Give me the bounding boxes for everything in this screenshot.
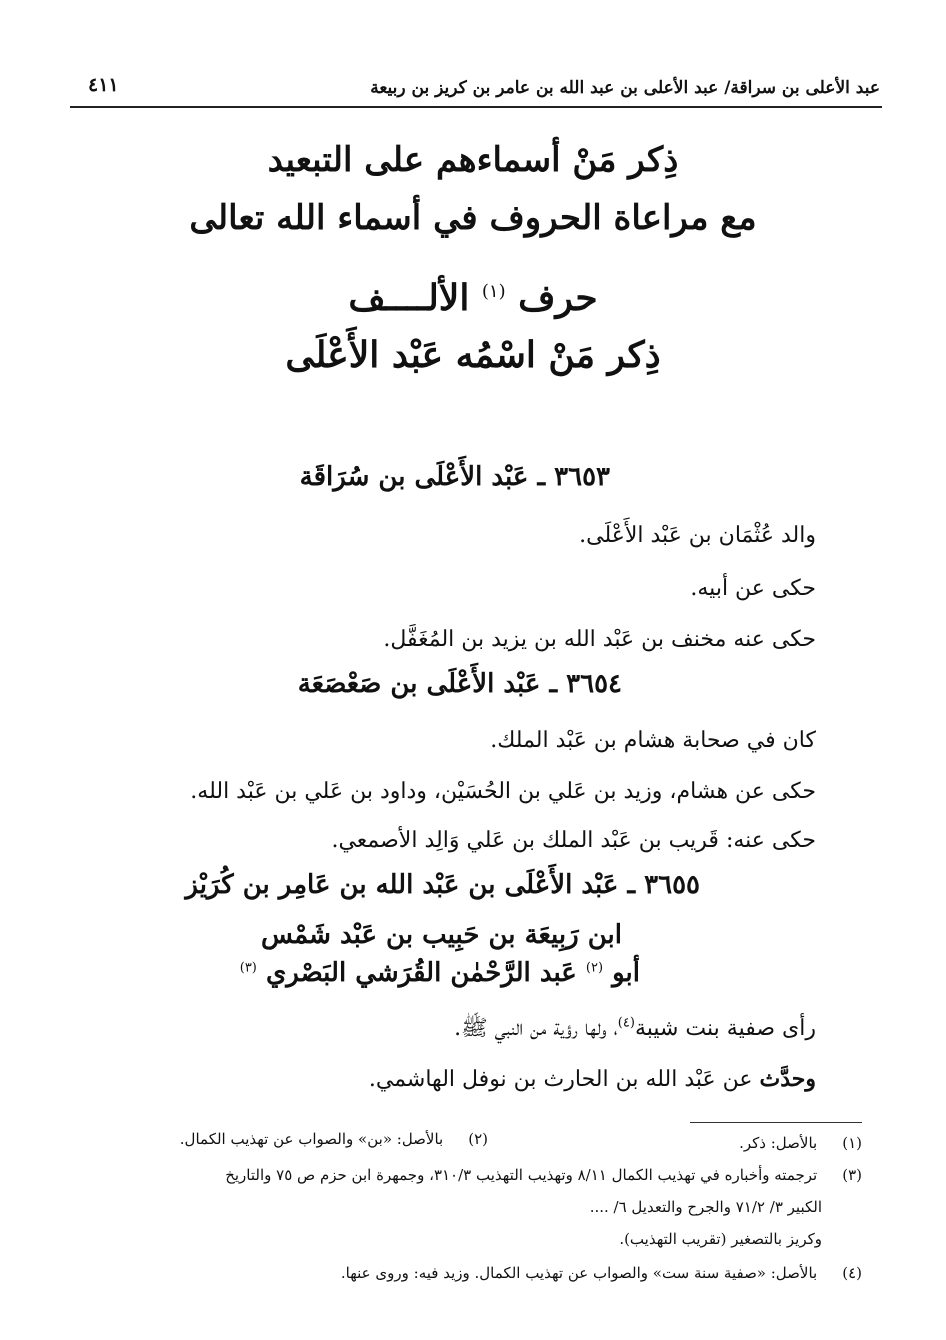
- entry-3653-line-2: حكى عن أبيه.: [690, 576, 816, 601]
- footnote-ref-1: (١): [481, 281, 506, 302]
- footnote-3-number: (٣): [842, 1166, 862, 1184]
- footnote-4-text: بالأصل: «صفية سنة ست» والصواب عن تهذيب الكمال. وزيد فيه: وروى عنها.: [340, 1264, 818, 1282]
- footnote-1-text: بالأصل: ذكر.: [739, 1134, 818, 1152]
- footnote-3-line-1: ترجمته وأخباره في تهذيب الكمال ٨/١١ وتهذيب التهذيب ٣١٠/٣، وجمهرة ابن حزم ص ٧٥ والتاريخ: [225, 1166, 818, 1184]
- entry-3654-line-1: كان في صحابة هشام بن عَبْد الملك.: [490, 728, 816, 753]
- entry-title-3655-line-1: ٣٦٥٥ ـ عَبْد الأَعْلَى بن عَبْد الله بن عَامِر بن كُرَيْز: [185, 870, 700, 900]
- footnote-ref-3: (٣): [239, 960, 257, 976]
- running-head: [70, 72, 880, 106]
- footnote-4: [341, 1264, 862, 1282]
- footnote-2-text: بالأصل: «بن» والصواب عن تهذيب الكمال.: [179, 1130, 444, 1148]
- entry-title-3654: ٣٦٥٤ ـ عَبْد الأَعْلَى بن صَعْصَعَة: [297, 669, 622, 699]
- header-rule: [70, 106, 882, 108]
- footnote-2: [180, 1130, 488, 1148]
- entry-3655-line-1-rest: ، ولها رؤية من النبي ﷺ.: [454, 1016, 618, 1041]
- footnote-rule: [690, 1122, 862, 1123]
- entry-3655-line-2-text: عن عَبْد الله بن الحارث بن نوفل الهاشمي.: [368, 1067, 760, 1092]
- footnote-4-number: (٤): [842, 1264, 862, 1282]
- footnote-3: [225, 1166, 862, 1184]
- entry-title-3655-line-2: ابن رَبِيعَة بن حَبِيب بن عَبْد شَمْس: [260, 920, 622, 950]
- entry-3654-line-3: حكى عنه: قَريب بن عَبْد الملك بن عَلي وَالِد الأصمعي.: [331, 828, 816, 853]
- entry-3655-line-1-text: رأى صفية بنت شيبة: [634, 1016, 816, 1041]
- entry-3655-line-2-lead: وحدَّث: [759, 1066, 816, 1092]
- kunya-prefix: أبو: [612, 958, 640, 988]
- footnote-1-number: (١): [842, 1134, 862, 1152]
- footnote-1: [739, 1134, 862, 1152]
- letter-heading: [60, 277, 886, 319]
- letter-heading-prefix: حرف: [518, 277, 598, 319]
- entry-3653-line-3: حكى عنه مخنف بن عَبْد الله بن يزيد بن المُغَفَّل.: [383, 627, 816, 652]
- footnote-ref-4: (٤): [617, 1015, 635, 1031]
- footnote-3-line-3: وكريز بالتصغير (تقريب التهذيب).: [619, 1230, 822, 1248]
- page-number: ٤١١: [88, 74, 119, 96]
- footnote-3-line-2: الكبير ٣/ ٧١/٢ والجرح والتعديل ٦/ ....: [589, 1198, 822, 1216]
- running-head-title: عبد الأعلى بن سراقة/ عبد الأعلى بن عبد الله بن عامر بن كريز بن ربيعة: [370, 78, 880, 98]
- entry-3655-line-1: [454, 1014, 816, 1046]
- entry-title-3655-line-3: [240, 958, 640, 988]
- entry-title-3653: ٣٦٥٣ ـ عَبْد الأَعْلَى بن سُرَاقَة: [299, 462, 610, 492]
- entry-3654-line-2: حكى عن هشام، وزيد بن عَلي بن الحُسَيْن، وداود بن عَلي بن عَبْد الله.: [190, 779, 816, 804]
- footnote-2-number: (٢): [468, 1130, 488, 1148]
- kunya-name: عَبد الرَّحْمٰن القُرَشي البَصْري: [265, 958, 577, 988]
- entry-3653-line-1: والد عُثْمَان بن عَبْد الأَعْلَى.: [579, 523, 816, 548]
- name-heading: ذِكر مَنْ اسْمُه عَبْد الأَعْلَى: [285, 334, 661, 376]
- section-heading-line-1: ذِكر مَنْ أسماءهم على التبعيد: [267, 140, 679, 180]
- entry-3655-line-2: [369, 1066, 816, 1092]
- letter-heading-letter: الألــــف: [348, 277, 470, 319]
- footnote-ref-2: (٢): [585, 960, 604, 976]
- section-heading-line-2: مع مراعاة الحروف في أسماء الله تعالى: [189, 198, 757, 238]
